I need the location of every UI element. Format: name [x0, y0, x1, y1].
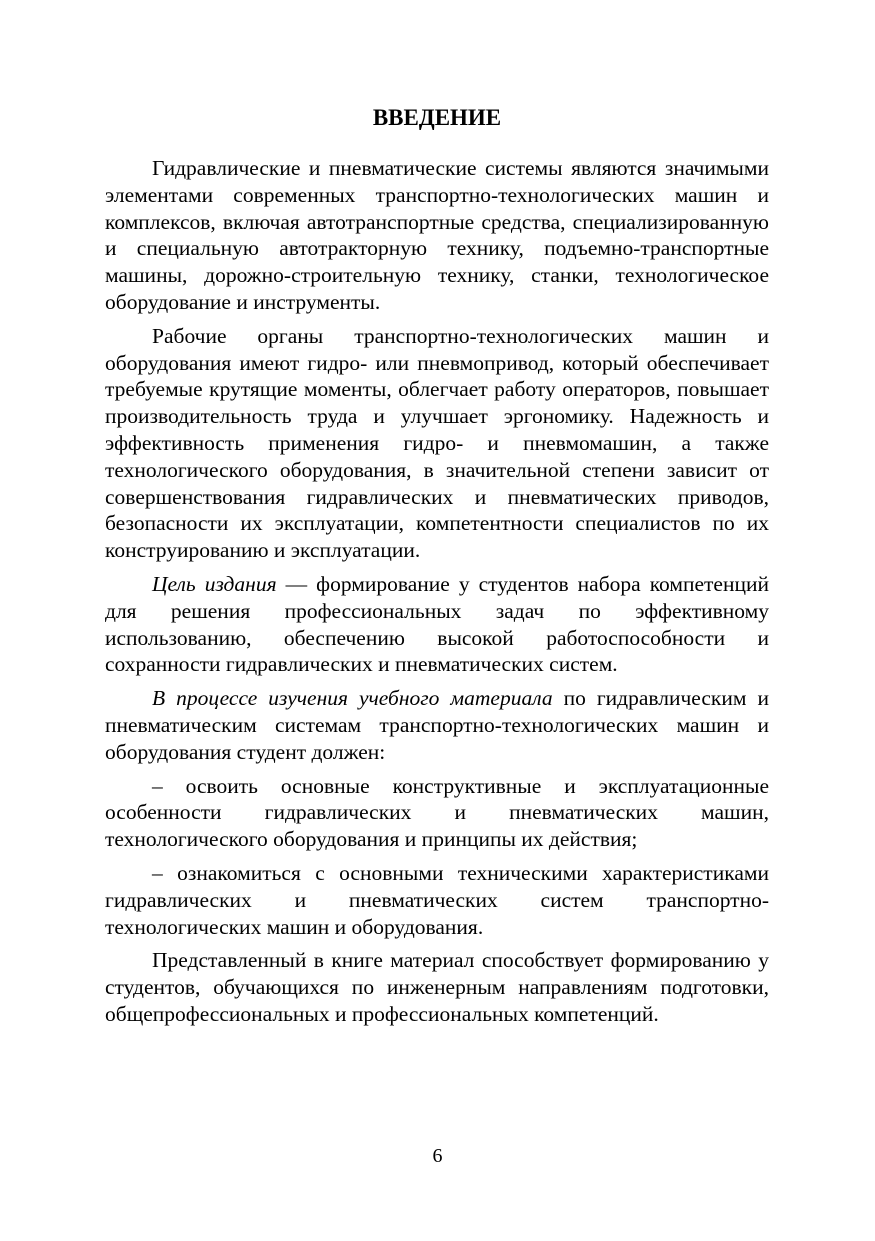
- paragraph-study-process: [105, 685, 769, 765]
- page-title: ВВЕДЕНИЕ: [372, 105, 502, 130]
- paragraph-italic-lead: В процессе изучения учебного материала: [152, 686, 553, 711]
- list-item-master: [105, 773, 769, 853]
- page-number: 6: [432, 1145, 443, 1167]
- page-content: [105, 95, 769, 1035]
- paragraph-working-bodies: [105, 323, 769, 564]
- paragraph-intro: [105, 155, 769, 316]
- paragraph-text: по гидравлическим и пневматическим системам транспортно-технологических машин и оборудования студент должен:: [105, 686, 769, 764]
- paragraph-text: – освоить основные конструктивные и эксплуатационные особенности гидравлических и пневматических машин, технологического оборудования и принципы их действия;: [105, 773, 769, 852]
- paragraph-text: – ознакомиться с основными техническими характеристиками гидравлических и пневматических систем транспортно-технологических машин и оборудования.: [105, 860, 769, 939]
- list-item-familiarize: [105, 860, 769, 940]
- paragraph-text: — формирование у студентов набора компетенций для решения профессиональных задач по эффективному использованию, обеспечению высокой работоспособности и сохранности гидравлических и пневматических систем.: [105, 571, 770, 677]
- paragraph-goal: [105, 571, 769, 678]
- paragraph-text: Рабочие органы транспортно-технологических машин и оборудования имеют гидро- или пневмопривод, который обеспечивает требуемые крутящие моменты, облегчает работу операторов, повышает производительность труда и улучшает эргономику. Надежность и эффективность применения гидро- и пневмомашин, а также технологического оборудования, в значительной степени зависит от совершенствования гидравлических и пневматических приводов, безопасности их эксплуатации, компетентности специалистов по их конструированию и эксплуатации.: [105, 323, 769, 563]
- paragraph-text: Гидравлические и пневматические системы являются значимыми элементами современных транспортно-технологических машин и комплексов, включая автотранспортные средства, специализированную и специальную автотракторную технику, подъемно-транспортные машины, дорожно-строительную технику, станки, технологическое оборудование и инструменты.: [105, 156, 769, 314]
- paragraph-conclusion: [105, 947, 769, 1027]
- paragraph-text: Представленный в книге материал способствует формированию у студентов, обучающихся по инженерным направлениям подготовки, общепрофессиональных и профессиональных компетенций.: [105, 948, 769, 1026]
- paragraph-italic-lead: Цель издания: [152, 571, 277, 596]
